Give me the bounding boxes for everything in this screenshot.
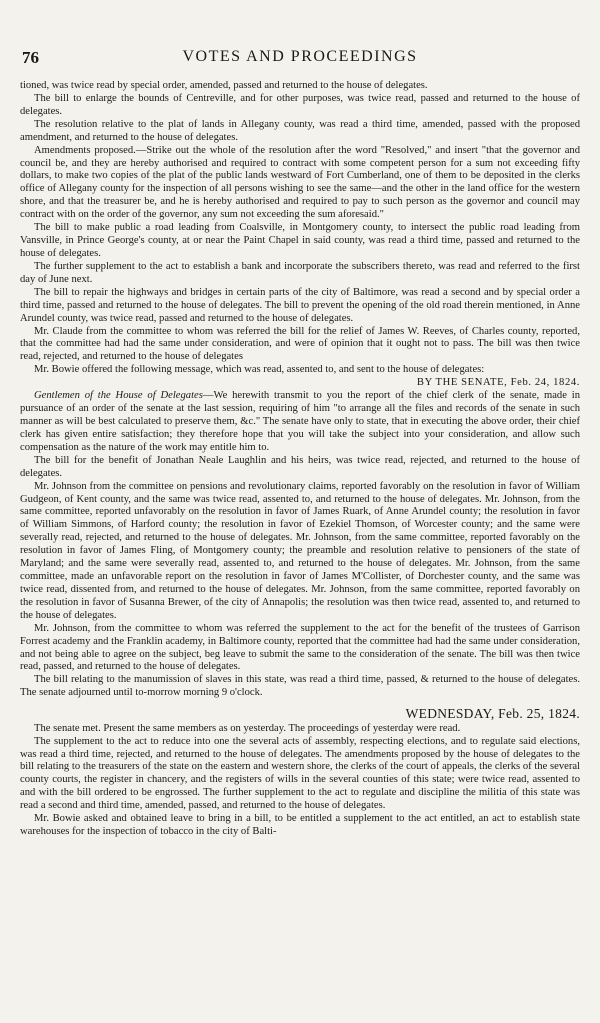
- message-body: —We herewith transmit to you the report of the chief clerk of the senate, made in pursuance of an order of the senate at the last session, requiring of him "to arrange all the files and records of the senate in such manner as will be best calculated to preserve them, &c." The senate have only to state, that in executing the above order, their chief clerk has given entire satisfaction; they therefore hope that you will take the subject into your consideration, and allow such compensation as the nature of the work may entitle him to.: [20, 390, 580, 453]
- paragraph: The senate met. Present the same members as on yesterday. The proceedings of yesterday were read.: [34, 722, 461, 734]
- paragraph: The further supplement to the act to establish a bank and incorporate the subscribers thereto, was read and referred to the first day of June next.: [20, 260, 580, 285]
- page-header: [22, 48, 578, 70]
- paragraph: tioned, was twice read by special order, amended, passed and returned to the house of delegates.: [20, 80, 428, 91]
- day-heading: WEDNESDAY, Feb. 25, 1824.: [405, 706, 580, 722]
- paragraph: Mr. Claude from the committee to whom was referred the bill for the relief of James W. Reeves, of Charles county, reported, that the committee had had the same under consideration, and were of opinion that it ought not to pass. The bill was then twice read, rejected, and returned to the house of delegates: [20, 325, 580, 363]
- paragraph: The bill relating to the manumission of slaves in this state, was read a third time, passed, & returned to the house of delegates. The senate adjourned until to-morrow morning 9 o'clock.: [20, 674, 580, 699]
- paragraph: Mr. Bowie asked and obtained leave to bring in a bill, to be entitled a supplement to the act entitled, an act to establish state warehouses for the inspection of tobacco in the city of Balti-: [20, 813, 580, 838]
- running-head: VOTES AND PROCEEDINGS: [182, 48, 418, 65]
- paragraph: Mr. Johnson from the committee on pensions and revolutionary claims, reported favorably on the resolution in favor of William Gudgeon, of Kent county, and the same was twice read, assented to, and returned to the house of delegates. Mr. Johnson, from the same committee, reported unfavorably on the resolution in favor of James Ruark, of Anne Arundel county; the resolution in favor of William Simmons, of Harford county; the resolution in favor of Ezekiel Thomson, of Worcester county; and the same were severally read, rejected, and returned to the house of delegates. Mr. Johnson, from the same committee, reported favorably on the resolution in favor of James Fling, of Montgomery county; the preamble and resolution relative to pensioners of the state of Maryland; and the same were severally read, assented to, and returned to the house of delegates. Mr. Johnson, from the same committee, made an unfavorable report on the resolution in favor of James M'Collister, of Dorchester county, and the same was twice read, dissented from, and returned to the house of delegates. Mr. Johnson, from the same committee, reported favorably on the resolution in favor of Susanna Brewer, of the city of Annapolis; the resolution was then twice read, assented to, and returned to the house of delegates.: [20, 480, 580, 621]
- paragraph: Mr. Johnson, from the committee to whom was referred the supplement to the act for the benefit of the trustees of Garrison Forrest academy and the Franklin academy, in Baltimore county, reported that the committee had had the same under consideration, and not being able to agree on the subject, beg leave to submit the same to the consideration of the senate. The bill was then twice read, passed, and returned to the house of delegates.: [20, 622, 580, 673]
- paragraph: The bill to make public a road leading from Coalsville, in Montgomery county, to intersect the public road leading from Vansville, in Prince George's county, at or near the Paint Chapel in said county, was read a third time, passed and returned to the house of delegates.: [20, 222, 580, 259]
- paragraph: The bill to enlarge the bounds of Centreville, and for other purposes, was twice read, passed and returned to the house of delegates.: [20, 92, 580, 117]
- page-body: [20, 80, 580, 839]
- page-number: 76: [22, 48, 39, 67]
- paragraph: The bill for the benefit of Jonathan Neale Laughlin and his heirs, was twice read, rejected, and returned to the house of delegates.: [20, 454, 580, 479]
- paragraph: Mr. Bowie offered the following message, which was read, assented to, and sent to the house of delegates:: [34, 364, 485, 376]
- message-dateline: BY THE SENATE, Feb. 24, 1824.: [416, 377, 580, 389]
- paragraph: Amendments proposed.—Strike out the whole of the resolution after the word "Resolved," and insert "that the governor and council be, and they are hereby authorised and required to contract with some competent person for a sum not exceeding fifty dollars, to make two copies of the plat of the public lands westward of Fort Cumberland, one of them to be deposited in the clerks office of Allegany county for the inspection of all persons wishing to see the same—and the other in the land office for the western shore, and that the treasurer be, and he is hereby authorised and required to pay to such person as the governor and council may contract with on the order of the governor, any sum not exceeding the sum aforesaid.": [20, 144, 580, 221]
- paragraph: The bill to repair the highways and bridges in certain parts of the city of Baltimore, was read a second and by special order a third time, passed and returned to the house of delegates. The bill to prevent the opening of the old road therein mentioned, in Anne Arundel county, was twice read, passed and returned to the house of delegates.: [20, 286, 580, 324]
- paragraph: The resolution relative to the plat of lands in Allegany county, was read a third time, amended, passed with the proposed amendment, and returned to the house of delegates.: [20, 118, 580, 143]
- paragraph: The supplement to the act to reduce into one the several acts of assembly, respecting elections, and to regulate said elections, was read a third time, rejected, and returned to the house of delegates. The amendments proposed by the house of delegates to the bill relating to the treasurers of the state on the eastern and western shore, the clerks of the court of appeals, the clerks of the several county courts, the register in chancery, and the registers of wills in the several counties of this state; were twice read, assented to and with the bill ordered to be engrossed. The further supplement to the act to regulate and discipline the militia of this state was read a second and third time, amended, passed, and returned to the house of delegates.: [20, 735, 580, 812]
- salutation: Gentlemen of the House of Delegates: [34, 390, 203, 402]
- message-text: [20, 390, 580, 455]
